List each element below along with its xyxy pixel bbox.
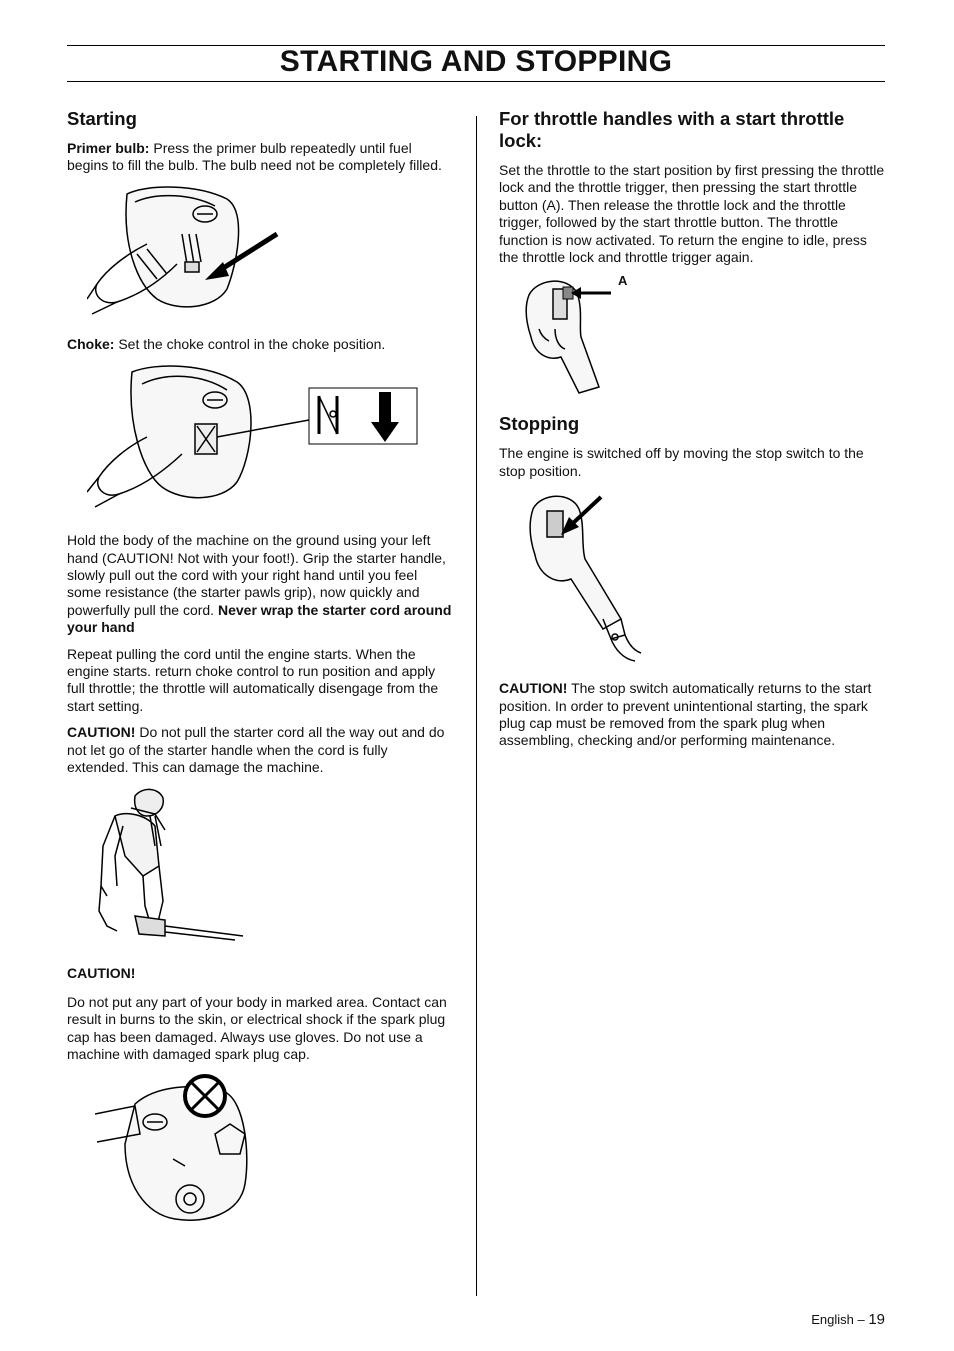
page-title: STARTING AND STOPPING — [279, 45, 673, 78]
primer-label: Primer bulb: — [67, 140, 150, 156]
caution2-paragraph: Do not put any part of your body in marked area. Contact can result in burns to the skin, or electrical shock if the spark plug cap has been damaged. Always use gloves. Do not use a machine with damaged spark plug cap. — [67, 993, 447, 1063]
stop-caution-text: The stop switch automatically returns to the start position. In order to prevent unintentional starting, the spark plug cap must be removed from the spark plug when assembling, checking and/or performing maintenance. — [499, 680, 872, 749]
figure-label-a: A — [618, 273, 628, 289]
choke-paragraph — [67, 336, 453, 353]
column-divider — [476, 116, 477, 1296]
repeat-paragraph: Repeat pulling the cord until the engine starts. When the engine starts. return choke control to run position and apply full throttle; the throttle will automatically disengage from the start setting. — [67, 645, 439, 714]
choke-label: Choke: — [67, 335, 115, 352]
throttle-paragraph: Set the throttle to the start position by first pressing the throttle lock and the throttle trigger, then pressing the start throttle button (A). Then release the throttle lock and the throttle trigger, followed by the start throttle button. The throttle function is now activated. To return the engine to idle, press the throttle lock and throttle trigger again. — [499, 162, 885, 266]
choke-illustration — [87, 362, 427, 512]
footer-language: English — [811, 1312, 854, 1327]
spark-plug-warning-illustration — [95, 1074, 285, 1234]
left-column — [67, 108, 453, 1234]
caution1-paragraph — [67, 724, 453, 776]
throttle-handle-illustration — [519, 275, 649, 397]
caution2-label-text: CAUTION! — [67, 964, 136, 981]
hold-bold: Never wrap the starter cord around your hand — [67, 601, 452, 636]
primer-bulb-illustration — [87, 184, 317, 322]
page-number: 19 — [868, 1311, 885, 1328]
caution1-label: CAUTION! — [67, 724, 136, 741]
caution2-label — [67, 965, 453, 982]
stopping-paragraph: The engine is switched off by moving the stop switch to the stop position. — [499, 445, 864, 479]
starting-heading: Starting — [67, 108, 137, 129]
stop-caution-label: CAUTION! — [499, 680, 568, 697]
right-column — [499, 108, 885, 759]
throttle-figure — [519, 275, 649, 397]
hold-paragraph — [67, 532, 453, 636]
primer-text: Press the primer bulb repeatedly until fuel begins to fill the bulb. The bulb need not be completely filled. — [67, 140, 442, 174]
stop-switch-illustration — [519, 489, 679, 664]
hold-text: Hold the body of the machine on the ground using your left hand (CAUTION! Not with your foot!). Grip the starter handle, slowly pull out the cord with your right hand until you feel some resistance (the starter pawls grip), now quickly and powerfully pull the cord. — [67, 532, 446, 618]
footer-dash: – — [853, 1312, 869, 1327]
stop-caution-paragraph — [499, 680, 885, 750]
starting-posture-illustration — [95, 786, 275, 951]
stopping-heading: Stopping — [499, 413, 580, 435]
header-rule-bottom — [67, 81, 885, 82]
page-footer — [811, 1311, 885, 1328]
caution1-text: Do not pull the starter cord all the way out and do not let go of the starter handle when the cord is fully extended. This can damage the machine. — [67, 724, 445, 776]
primer-paragraph — [67, 140, 453, 175]
throttle-heading: For throttle handles with a start throttle lock: — [499, 108, 845, 151]
choke-text: Set the choke control in the choke position. — [114, 335, 386, 352]
